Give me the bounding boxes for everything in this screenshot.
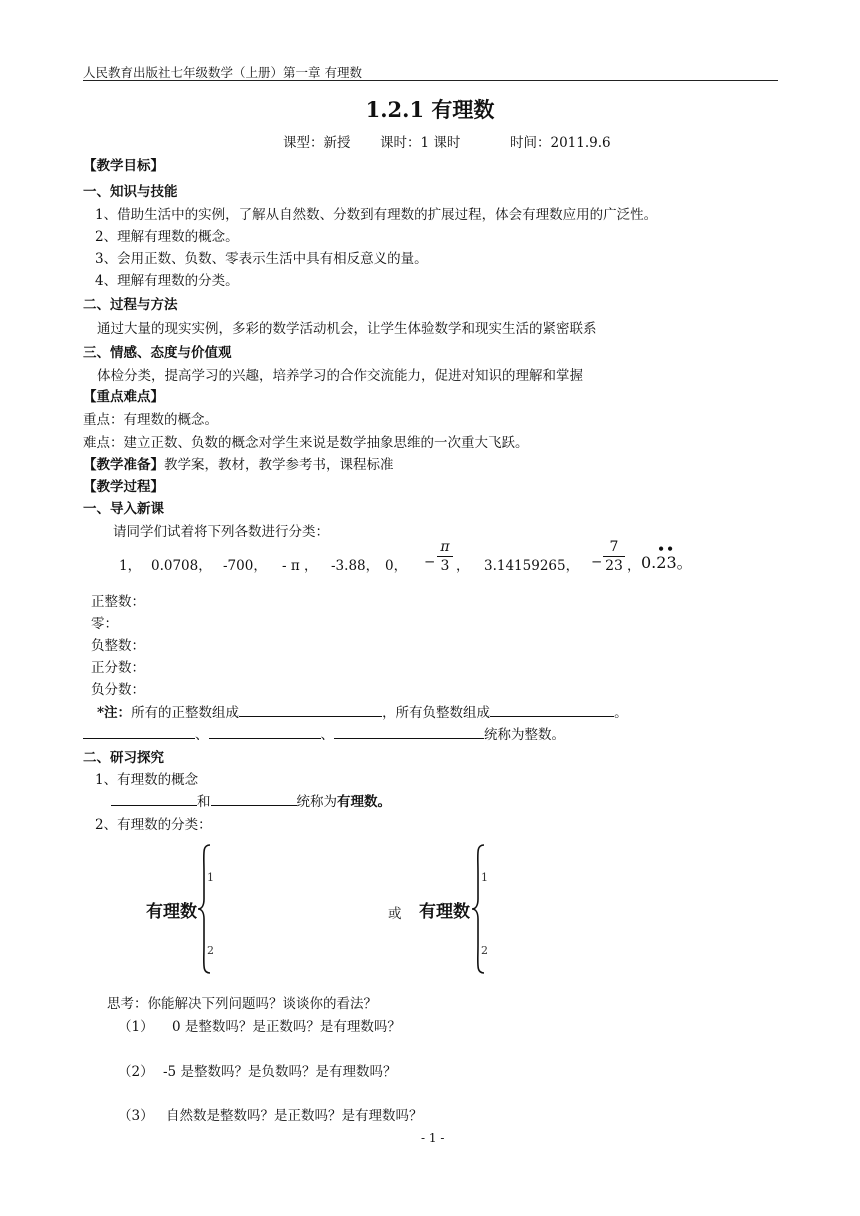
category-zero: 零： [91,616,118,632]
note-text: 所有的正整数组成 [131,705,240,721]
fill-blank[interactable] [334,725,484,739]
question-number: （1） [118,1019,154,1035]
header-rule [83,80,778,81]
knowledge-skills-title: 一、知识与技能 [83,184,178,200]
fraction-pi-over-3 [437,539,453,574]
clipped-glyph: 2 [207,944,214,957]
note-end: 。 [614,705,628,721]
question-text: 自然数是整数吗？是正数吗？是有理数吗？ [166,1108,423,1124]
fraction-bar [437,556,453,557]
note-line [97,701,628,721]
rational-label-right: 有理数 [419,902,470,922]
repeat-dot: • [666,542,674,556]
prep-line [83,453,394,473]
attitude-values-title: 三、情感、态度与价值观 [83,345,232,361]
question-number: （3） [118,1108,154,1124]
repeating-digits-text: 23 [656,553,677,572]
number-item: 3.14159265， [484,558,580,574]
concept-bold: 有理数。 [337,794,391,810]
fill-blank[interactable] [83,725,195,739]
repeating-digits [656,542,677,572]
fraction-numerator: π [440,539,450,555]
process-heading: 【教学过程】 [83,479,164,495]
fill-blank[interactable] [111,792,197,806]
number-item: 1， [119,558,142,574]
intro-title: 一、导入新课 [83,501,164,517]
number-item: 0.0708， [151,558,212,574]
concept-tail: 统称为 [296,794,337,810]
category-negative-fractions: 负分数： [91,682,145,698]
objective-item: 2、理解有理数的概念。 [95,229,239,245]
process-methods-text: 通过大量的现实实例，多彩的数学活动机会，让学生体验数学和现实生活的紧密联系 [97,321,597,337]
intro-text: 请同学们试着将下列各数进行分类： [113,524,329,540]
difficult-point: 难点：建立正数、负数的概念对学生来说是数学抽象思维的一次重大飞跃。 [83,435,529,451]
question-text: -5 是整数吗？是负数吗？是有理数吗？ [163,1064,397,1080]
objective-item: 1、借助生活中的实例，了解从自然数、分数到有理数的扩展过程，体会有理数应用的广泛性。 [95,207,658,223]
fraction-sign: − [591,554,603,570]
fraction-bar [603,556,625,557]
keypoints-heading: 【重点难点】 [83,389,164,405]
fraction-sign: − [424,554,436,570]
category-positive-integers: 正整数： [91,594,145,610]
question-text: 0 是整数吗？是正数吗？是有理数吗？ [172,1019,401,1035]
clipped-glyph: 1 [207,871,214,884]
or-label: 或 [388,906,402,922]
lesson-type: 课型：新授 [283,135,351,151]
category-positive-fractions: 正分数： [91,660,145,676]
repeat-dot: • [657,542,665,556]
fraction-tail: ， [627,558,641,574]
fraction-denominator: 3 [440,558,450,574]
clipped-glyph: 1 [481,871,488,884]
fraction-7-over-23 [603,539,625,574]
number-item: -700， [223,558,267,574]
decimal-tail: 。 [676,553,693,572]
separator: 、 [320,727,334,743]
question-number: （2） [118,1064,154,1080]
objectives-heading: 【教学目标】 [83,158,164,174]
note-label: *注： [97,705,132,721]
classification-title: 2、有理数的分类： [95,817,212,833]
concept-title: 1、有理数的概念 [95,772,199,788]
explore-title: 二、研习探究 [83,750,164,766]
decimal-prefix: 0. [641,553,657,572]
fill-blank[interactable] [209,725,321,739]
fraction-tail: ， [456,558,470,574]
fill-blank[interactable] [239,703,382,717]
lesson-date: 时间：2011.9.6 [510,135,611,151]
lesson-title: 1.2.1 有理数 [365,97,495,122]
objective-item: 4、理解有理数的分类。 [95,273,239,289]
objective-item: 3、会用正数、负数、零表示生活中具有相反意义的量。 [95,251,428,267]
number-item: 0， [385,558,408,574]
key-point: 重点：有理数的概念。 [83,412,218,428]
concept-and: 和 [197,794,211,810]
repeating-decimal [641,542,693,573]
prep-text: 教学案，教材，教学参考书，课程标准 [164,457,394,473]
prep-heading: 【教学准备】 [83,457,164,473]
fraction-denominator: 23 [605,558,623,574]
fill-blank[interactable] [211,792,297,806]
category-negative-integers: 负整数： [91,638,145,654]
think-prompt: 思考：你能解决下列问题吗？谈谈你的看法？ [107,996,377,1012]
clipped-glyph: 2 [481,944,488,957]
running-header: 人民教育出版社七年级数学（上册）第一章 有理数 [83,65,362,80]
rational-label-left: 有理数 [146,902,197,922]
number-item: -3.88， [331,558,380,574]
fraction-numerator: 7 [609,539,619,555]
lesson-hours: 课时：1 课时 [380,135,461,151]
integer-note-tail: 统称为整数。 [484,727,565,743]
concept-line [111,790,391,810]
process-methods-title: 二、过程与方法 [83,297,178,313]
note-text: ，所有负整数组成 [382,705,491,721]
number-item: - π ， [282,558,318,574]
fill-blank[interactable] [490,703,614,717]
attitude-values-text: 体检分类，提高学习的兴趣，培养学习的合作交流能力，促进对知识的理解和掌握 [97,368,583,384]
integer-note-line [83,723,565,743]
separator: 、 [195,727,209,743]
page-number: - 1 - [421,1131,445,1145]
